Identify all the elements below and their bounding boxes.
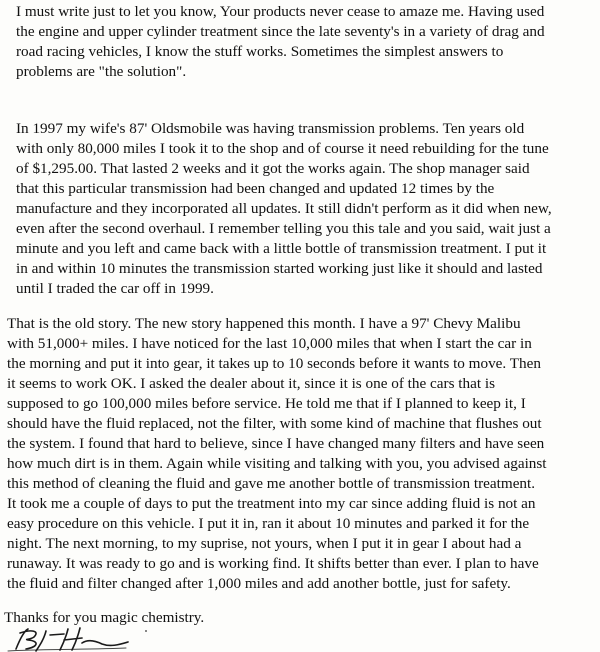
paragraph-3-line: the fluid and filter changed after 1,000 miles and add another bottle, just for safety. <box>7 575 511 592</box>
paragraph-2-line: minute and you left and came back with a little bottle of transmission treatment. I put it <box>16 240 547 257</box>
paragraph-3-line: how much dirt is in them. Again while visiting and talking with you, you advised against <box>7 455 547 472</box>
paragraph-2-line: In 1997 my wife's 87' Oldsmobile was having transmission problems. Ten years old <box>16 120 525 137</box>
paragraph-3-line: with 51,000+ miles. I have noticed for the last 10,000 miles that when I start the car in <box>7 335 532 352</box>
paragraph-3-line: night. The next morning, to my suprise, not yours, when I put it in gear I about had a <box>7 535 522 552</box>
paragraph-3 <box>7 314 600 594</box>
paragraph-3-line: this method of cleaning the fluid and gave me another bottle of transmission treatment. <box>7 475 536 492</box>
paragraph-3-line: it seems to work OK. I asked the dealer about it, since it is one of the cars that is <box>7 375 495 392</box>
paragraph-1-line: the engine and upper cylinder treatment since the late seventy's in a variety of drag and <box>16 23 545 40</box>
handwritten-signature <box>6 625 166 652</box>
paragraph-1-line: I must write just to let you know, Your products never cease to amaze me. Having used <box>16 3 545 20</box>
paragraph-3-line: the morning and put it into gear, it takes up to 10 seconds before it wants to move. Then <box>7 355 541 372</box>
paragraph-3-line: supposed to go 100,000 miles before service. He told me that if I planned to keep it, I <box>7 395 526 412</box>
paragraph-2-line: even after the second overhaul. I remember telling you this tale and you said, wait just a <box>16 220 551 237</box>
paragraph-1-line: problems are "the solution". <box>16 63 187 80</box>
paragraph-2-line: until I traded the car off in 1999. <box>16 280 214 297</box>
paragraph-1-line: road racing vehicles, I know the stuff works. Sometimes the simplest answers to <box>16 43 504 60</box>
paragraph-3-line: It took me a couple of days to put the treatment into my car since adding fluid is not an <box>7 495 536 512</box>
paragraph-3-line: the system. I found that hard to believe, since I have changed many filters and have seen <box>7 435 545 452</box>
paragraph-3-line: runaway. It was ready to go and is working find. It shifts better than ever. I plan to have <box>7 555 539 572</box>
paragraph-3-line: That is the old story. The new story happened this month. I have a 97' Chevy Malibu <box>7 315 521 332</box>
paragraph-3-line: should have the fluid replaced, not the filter, with some kind of machine that flushes out <box>7 415 542 432</box>
paragraph-2-line: with only 80,000 miles I took it to the shop and of course it need rebuilding for the tune <box>16 140 549 157</box>
paragraph-2-line: that this particular transmission had been changed and updated 12 times by the <box>16 180 495 197</box>
paragraph-2 <box>16 119 600 299</box>
paragraph-3-line: easy procedure on this vehicle. I put it in, ran it about 10 minutes and parked it for the <box>7 515 530 532</box>
paragraph-2-line: in and within 10 minutes the transmission started working just like it should and lasted <box>16 260 543 277</box>
closing-line: Thanks for you magic chemistry. <box>4 609 205 626</box>
paragraph-2-line: manufacture and they incorporated all updates. It still didn't perform as it did when new, <box>16 200 552 217</box>
paragraph-2-line: of $1,295.00. That lasted 2 weeks and it got the works again. The shop manager said <box>16 160 530 177</box>
paragraph-1 <box>16 2 600 82</box>
